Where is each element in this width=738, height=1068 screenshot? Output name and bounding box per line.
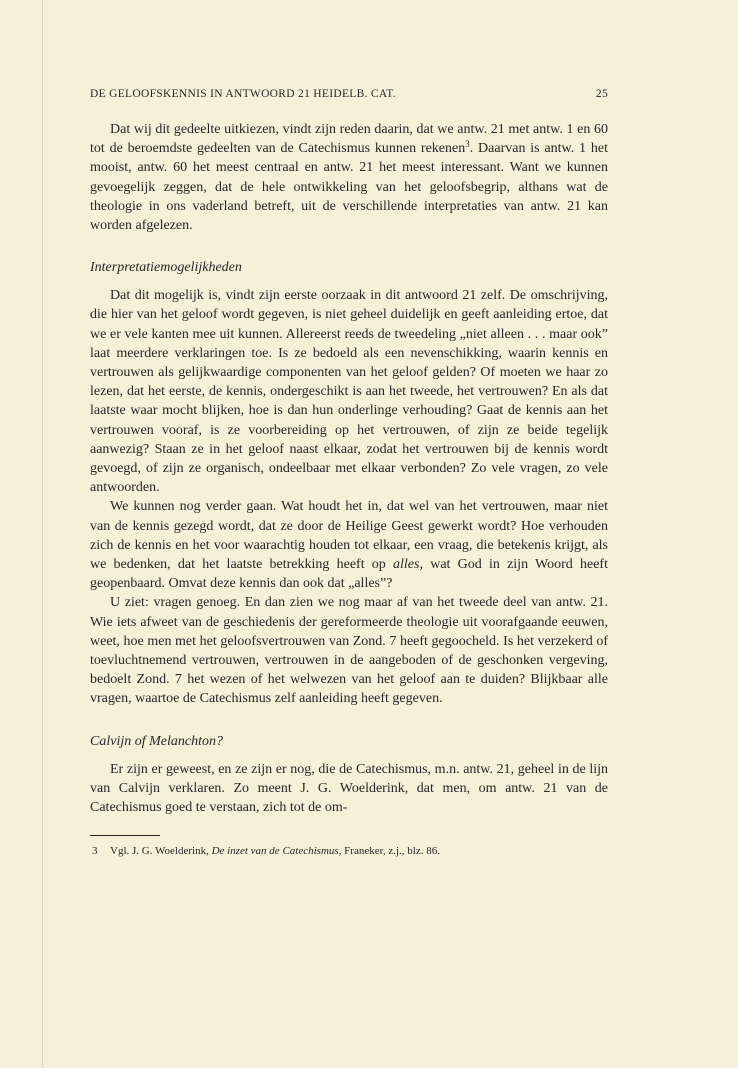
paragraph-1: [90, 120, 608, 235]
section-heading-calvijn: Calvijn of Melanchton?: [90, 733, 223, 749]
paragraph-5: Er zijn er geweest, en ze zijn er nog, die de Catechismus, m.n. antw. 21, geheel in de lijn van Calvijn verklaren. Zo meent J. G. Woelderink, dat men, om antw. 21 van de Catechismus goed te verstaan, zich tot de om-: [90, 761, 608, 816]
paragraph-3-emphasis: alles,: [393, 557, 423, 573]
paragraph-2: Dat dit mogelijk is, vindt zijn eerste oorzaak in dit antwoord 21 zelf. De omschrijving, die hier van het geloof wordt gegeven, is niet geheel duidelijk en geeft aanleiding ertoe, dat we er vele kanten mee uit kunnen. Allereerst reeds de tweedeling „niet alleen . . . maar ook” laat meerdere verklaringen toe. Is ze bedoeld als een nevenschikking, waarin kennis en vertrouwen als gelijkwaardige componenten van het geloof gelden? Of moeten we haar zo lezen, dat het eerste, de kennis, ondergeschikt is aan het tweede, het vertrouwen? En als dat laatste waar mocht blijken, hoe is dan hun onderlinge verhouding? Gaat de kennis aan het vertrouwen vooraf, is ze voorbereiding op het vertrouwen, of zijn ze beide tegelijk aanwezig? Staan ze in het geloof naast elkaar, zodat het vertrouwen bij de kennis wordt gevoegd, of zijn ze organisch, ondeelbaar met elkaar verbonden? Zo vele vragen, zo vele antwoorden.: [90, 288, 608, 496]
section-heading-interpretatiemogelijkheden: Interpretatiemogelijkheden: [90, 260, 242, 276]
footnote-text-b: Franeker, z.j., blz. 86.: [341, 845, 440, 858]
footnote: [90, 844, 608, 858]
running-head: [90, 88, 608, 108]
running-head-title: DE GELOOFSKENNIS IN ANTWOORD 21 HEIDELB. CAT.: [90, 88, 396, 100]
paragraph-3-text-a: We kunnen nog verder gaan. Wat houdt het in, dat wel van het vertrouwen, maar niet van de kennis gezegd wordt, dat ze door de Heilige Geest gewerkt wordt? Hoe verhouden zich de kennis en het voor waarachtig houden tot elkaar, een vraag, die betekenis krijgt, als we bedenken, dat het laatste betrekking heeft op: [90, 499, 608, 573]
paragraph-3-text-b: wat God in zijn Woord heeft geopenbaard. Omvat deze kennis dan ook dat „alles”?: [90, 557, 608, 592]
paragraph-4: U ziet: vragen genoeg. En dan zien we nog maar af van het tweede deel van antw. 21. Wie iets afweet van de geschiedenis der gereformeerde theologie uit voorafgaande eeuwen, weet, hoe men met het geloofsvertrouwen van Zond. 7 heeft gegoocheld. Is het verzekerd of toevluchtnemend vertrouwen, vertrouwen in de aangeboden of de geschonken vergeving, bedoelt Zond. 7 het wezen of het welwezen van het geloof aan te duiden? Blijkbaar alle vragen, waartoe de Catechismus zelf aanleiding heeft gegeven.: [90, 595, 608, 707]
footnote-book-title: De inzet van de Catechismus,: [211, 845, 342, 858]
paragraph-1-text-b: . Daarvan is antw. 1 het mooist, antw. 60 het meest centraal en antw. 21 het meest interessant. Want we kunnen gevoegelijk zeggen, dat de hele ontwikkeling van het geloofsbegrip, althans wat de theologie in ons vaderland betreft, uit de verschillende interpretaties van antw. 21 kan worden afgelezen.: [90, 141, 608, 234]
footnote-number: 3: [92, 845, 98, 858]
scan-edge: [42, 0, 43, 1068]
footnote-text-a: Vgl. J. G. Woelderink,: [110, 845, 212, 858]
paragraph-1-text-a: Dat wij dit gedeelte uitkiezen, vindt zijn reden daarin, dat we antw. 21 met antw. 1 en 60 tot de beroemdste gedeelten van de Catechismus kunnen rekenen: [90, 122, 608, 157]
paragraph-3: [90, 497, 608, 593]
book-page: [90, 88, 608, 858]
page-number: 25: [595, 88, 608, 100]
footnote-reference[interactable]: 3: [465, 139, 470, 150]
page-body: [90, 120, 608, 858]
footnote-divider: [90, 835, 160, 836]
